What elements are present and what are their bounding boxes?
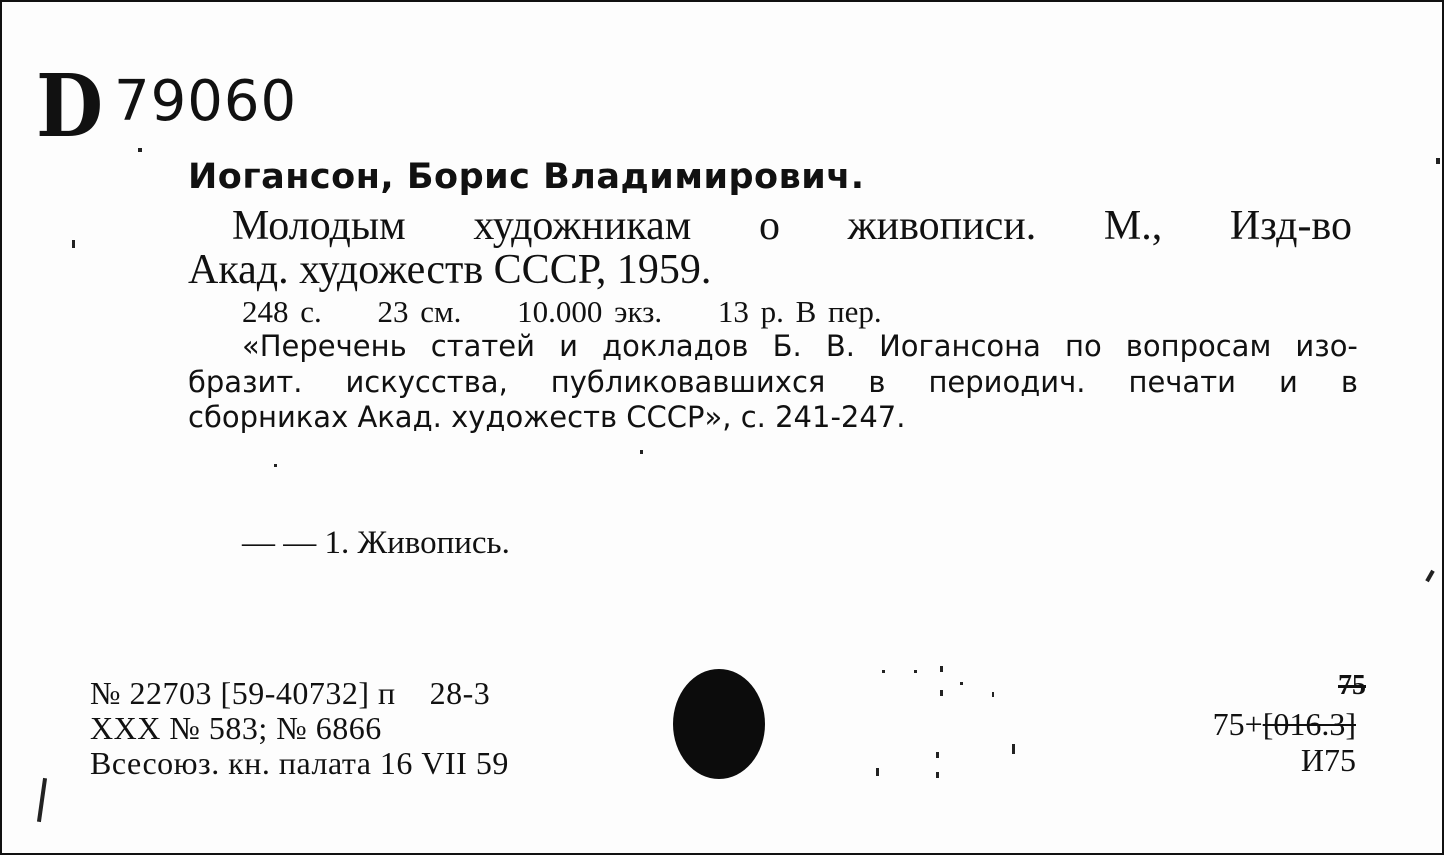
title-word: Изд-во bbox=[1229, 203, 1352, 249]
scan-speck bbox=[940, 690, 943, 696]
registration-number: № 22703 [59-40732] п bbox=[90, 675, 396, 711]
copies: 10.000 экз. bbox=[517, 294, 663, 329]
size: 23 см. bbox=[377, 294, 462, 329]
scan-speck bbox=[274, 464, 277, 467]
note-line-1 bbox=[242, 329, 1358, 363]
note-word: изо- bbox=[1295, 329, 1358, 363]
note-word: В. bbox=[825, 329, 855, 363]
note-word: бразит. bbox=[188, 365, 303, 399]
scan-speck bbox=[1436, 158, 1440, 164]
imprint-line-1 bbox=[90, 675, 490, 712]
scan-speck bbox=[72, 240, 75, 248]
title-line-2: Акад. художеств СССР, 1959. bbox=[188, 247, 712, 293]
author-mark: И75 bbox=[1300, 742, 1356, 778]
note-word: докладов bbox=[602, 329, 749, 363]
call-number-prefix: D bbox=[36, 56, 102, 157]
pages: 248 с. bbox=[242, 294, 322, 329]
title-line-1 bbox=[232, 202, 1352, 250]
classification-prefix: 75+ bbox=[1212, 706, 1263, 742]
scan-speck bbox=[936, 752, 939, 758]
note-word: периодич. bbox=[928, 365, 1086, 399]
classification-code bbox=[1213, 706, 1356, 743]
note-line-3: сборниках Акад. художеств СССР», с. 241-247. bbox=[188, 400, 906, 434]
scan-speck bbox=[138, 148, 142, 152]
note-word: Иогансона bbox=[879, 329, 1041, 363]
title-word: живописи. bbox=[847, 203, 1037, 249]
subject-heading: — — 1. Живопись. bbox=[242, 525, 510, 561]
note-word: и bbox=[559, 329, 578, 363]
note-word: Б. bbox=[772, 329, 802, 363]
note-word: вопросам bbox=[1125, 329, 1272, 363]
price: 13 р. В пер. bbox=[717, 294, 882, 329]
scan-speck bbox=[640, 450, 643, 454]
scan-speck bbox=[1012, 744, 1015, 754]
title-word: Молодым bbox=[232, 203, 406, 249]
note-word: по bbox=[1064, 329, 1102, 363]
note-line-2 bbox=[188, 365, 1358, 399]
call-number bbox=[36, 56, 298, 157]
imprint-line-3: Всесоюз. кн. палата 16 VII 59 bbox=[90, 745, 509, 781]
scan-speck bbox=[940, 666, 943, 672]
classification-struck-part: [016.3] bbox=[1262, 706, 1356, 742]
title-word: о bbox=[759, 203, 780, 249]
note-word: и bbox=[1278, 365, 1298, 399]
scan-speck bbox=[936, 772, 939, 778]
punch-hole bbox=[673, 669, 765, 779]
scan-speck bbox=[914, 670, 917, 673]
note-word: статей bbox=[430, 329, 535, 363]
note-word: в bbox=[868, 365, 886, 399]
order-code: 28-3 bbox=[429, 675, 491, 711]
collation-line bbox=[242, 294, 882, 330]
scan-speck bbox=[1425, 570, 1434, 582]
title-word: М., bbox=[1103, 203, 1163, 249]
note-word: искусства, bbox=[345, 365, 508, 399]
classification-struck-code: 75 bbox=[1338, 670, 1366, 701]
note-word: в bbox=[1340, 365, 1358, 399]
note-word: печати bbox=[1128, 365, 1236, 399]
scan-speck bbox=[960, 682, 963, 685]
scan-speck bbox=[882, 670, 885, 673]
author-heading: Иогансон, Борис Владимирович. bbox=[188, 157, 865, 197]
note-word: «Перечень bbox=[242, 329, 407, 363]
scan-speck bbox=[876, 768, 879, 776]
title-word: художникам bbox=[473, 203, 692, 249]
imprint-line-2: XXX № 583; № 6866 bbox=[90, 710, 382, 746]
pen-mark bbox=[37, 778, 47, 822]
scan-speck bbox=[992, 692, 994, 697]
call-number-digits: 79060 bbox=[114, 69, 298, 134]
note-word: публиковавшихся bbox=[550, 365, 826, 399]
